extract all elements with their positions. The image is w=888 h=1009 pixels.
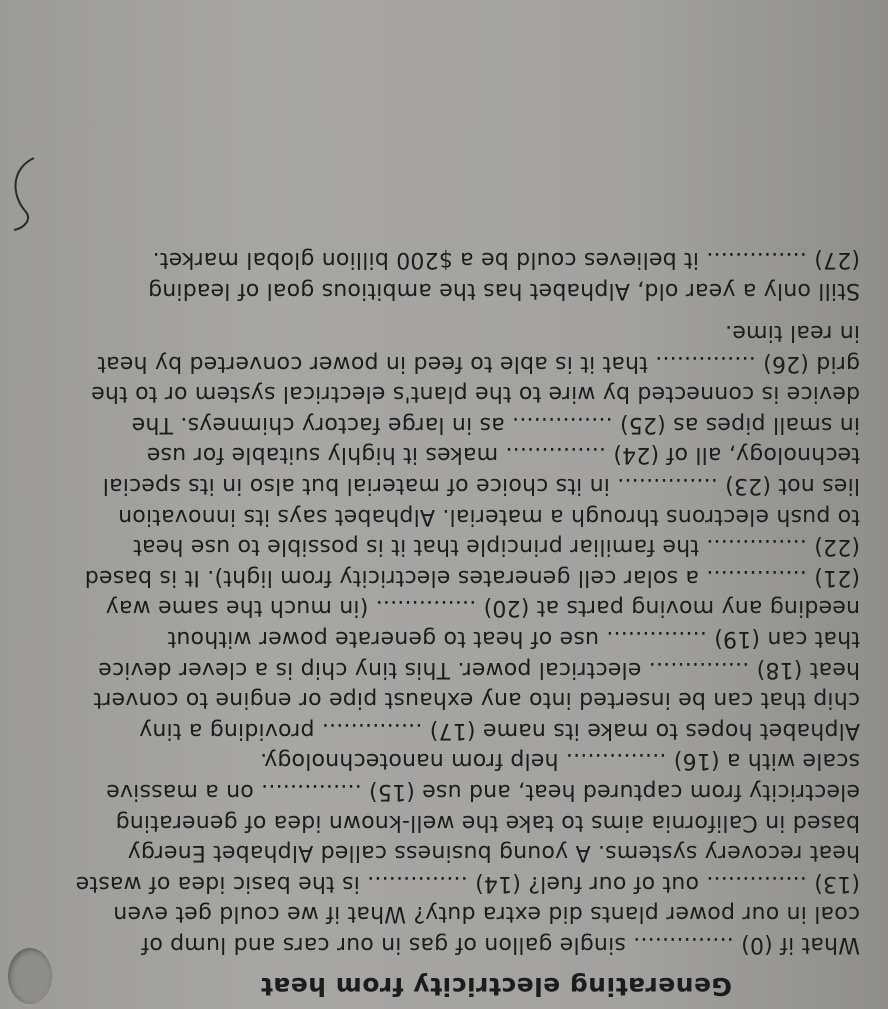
text-line: scale with a (16) .............. help from nanotechnology. bbox=[259, 748, 860, 774]
text-line: (21) .............. a solar cell generates electricity from light). It is based bbox=[84, 564, 860, 590]
text-line: coal in our power plants did extra duty? What if we could get even bbox=[113, 901, 860, 927]
text-line: based in California aims to take the well-known idea of generating bbox=[115, 809, 860, 835]
paragraph-gap bbox=[20, 305, 860, 317]
text-line: heat recovery systems. A young business called Alphabet Energy bbox=[127, 840, 860, 866]
text-line: grid (26) .............. that it is able to feed in power converted by heat bbox=[97, 350, 860, 376]
text-line: lies not (23) .............. in its choice of material but also in its special bbox=[102, 473, 860, 499]
text-line: that can (19) .............. use of heat to generate power without bbox=[167, 626, 860, 652]
text-line: (22) .............. the familiar principle that it is possible to use heat bbox=[133, 534, 860, 560]
paragraph-1 bbox=[20, 317, 860, 959]
text-line: chip that can be inserted into any exhaust pipe or engine to convert bbox=[93, 687, 860, 713]
text-line: (27) .............. it believes could be a $200 billion global market. bbox=[152, 246, 860, 272]
document-body bbox=[20, 243, 860, 1001]
paragraph-2 bbox=[20, 243, 860, 304]
pen-mark-icon bbox=[4, 154, 40, 234]
text-line: heat (18) .............. electrical power. This tiny chip is a clever device bbox=[98, 656, 860, 682]
text-line: in small pipes as (25) .............. as in large factory chimneys. The bbox=[131, 411, 860, 437]
binder-hole-icon bbox=[8, 948, 52, 1004]
text-line: to push electrons through a material. Alphabet says its innovation bbox=[117, 503, 860, 529]
text-line: Still only a year old, Alphabet has the ambitious goal of leading bbox=[147, 277, 860, 303]
page-title: Generating electricity from heat bbox=[260, 972, 732, 1001]
text-line: electricity from captured heat, and use (15) .............. on a massive bbox=[106, 779, 860, 805]
text-line: Alphabet hopes to make its name (17) .............. providing a tiny bbox=[138, 717, 860, 743]
text-line: technology, all of (24) .............. makes it highly suitable for use bbox=[146, 442, 860, 468]
text-line: needing any moving parts at (20) .............. (in much the same way bbox=[105, 595, 860, 621]
text-line: device is connected by wire to the plant's electrical system or to the bbox=[91, 381, 860, 407]
text-line: What if (0) .............. single gallon of gas in our cars and lump of bbox=[141, 932, 860, 957]
text-line: in real time. bbox=[724, 320, 860, 346]
text-line: (13) .............. out of our fuel? (14) .............. is the basic idea of waste bbox=[75, 870, 860, 896]
